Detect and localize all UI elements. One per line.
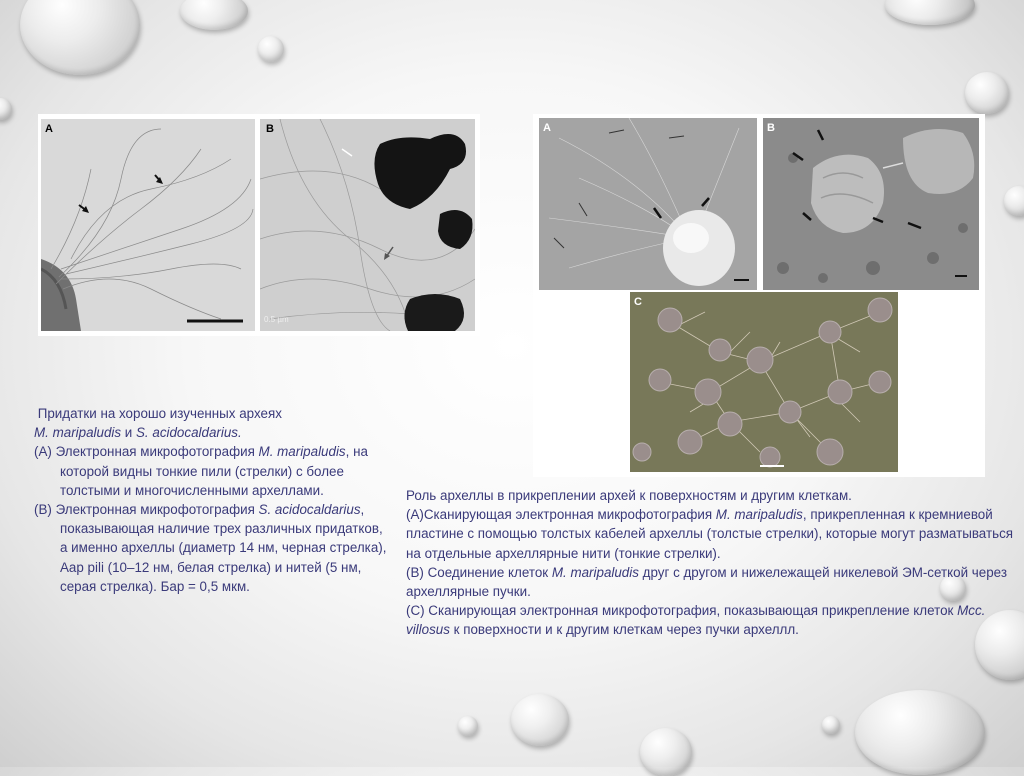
micrograph-a-image (41, 119, 255, 331)
water-drop (180, 0, 248, 30)
water-drop (511, 694, 569, 746)
left-caption-a: (A) Электронная микрофотография M. maripaludis, на которой видны тонкие пили (стрелки) с более толстыми и многочисленными археллами. (34, 444, 368, 498)
water-drop (640, 728, 692, 776)
micrograph-c-right (630, 292, 898, 472)
panel-c-right-label: C (634, 296, 642, 308)
left-figure (38, 114, 480, 336)
micrograph-a-right (539, 118, 757, 290)
scale-bar-text: 0.5 µm (264, 315, 289, 324)
left-caption (34, 404, 389, 596)
right-caption (406, 486, 1016, 640)
micrograph-b-image (260, 119, 475, 331)
water-drop (20, 0, 140, 75)
micrograph-a-left (41, 119, 255, 331)
panel-a-label: A (45, 123, 53, 135)
left-caption-species-line: M. maripaludis и S. acidocaldarius. (34, 425, 242, 441)
micrograph-b-left (260, 119, 475, 331)
panel-b-label: B (266, 123, 274, 135)
water-drop (965, 72, 1009, 114)
water-drop (1004, 186, 1024, 216)
water-drop (458, 716, 478, 736)
right-caption-a: (A)Сканирующая электронная микрофотография M. maripaludis, прикрепленная к кремниевой пластине с помощью толстых кабелей археллы (толстые стрелки), которые могут разматываться на отдельные археллярные нити (тонкие стрелки). (406, 507, 1014, 561)
water-drop (822, 716, 840, 734)
micrograph-b-right-image (763, 118, 979, 290)
micrograph-c-right-image (630, 292, 898, 472)
right-caption-c: (C) Сканирующая электронная микрофотография, показывающая прикрепление клеток Mcc. villosus к поверхности и к другим клеткам через пучки археллл. (406, 603, 986, 638)
panel-b-right-label: B (767, 122, 775, 134)
water-drop (258, 36, 284, 62)
right-caption-title: Роль археллы в прикреплении архей к поверхностям и другим клеткам. (406, 488, 852, 503)
panel-a-right-label: A (543, 122, 551, 134)
left-caption-heading: Придатки на хорошо изученных археях (37, 406, 282, 421)
water-drop (0, 98, 12, 120)
water-drop (885, 0, 975, 25)
water-drop (855, 690, 985, 775)
micrograph-a-right-image (539, 118, 757, 290)
right-caption-b: (B) Соединение клеток M. maripaludis друг с другом и нижележащей никелевой ЭМ-сеткой через археллярные пучки. (406, 564, 1007, 600)
micrograph-b-right (763, 118, 979, 290)
left-caption-b: (B) Электронная микрофотография S. acidocaldarius, показывающая наличие трех различных придатков, а именно археллы (диаметр 14 нм, черная стрелка), Aap pili (10–12 нм, белая стрелка) и нитей (5 нм, серая стрелка). Бар = 0,5 мкм. (34, 502, 387, 594)
right-figure (533, 114, 985, 477)
